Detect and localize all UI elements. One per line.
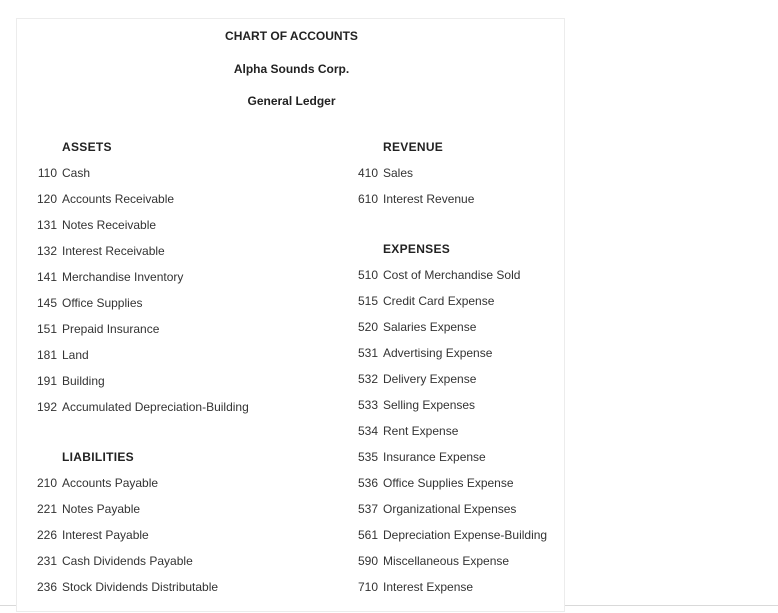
account-name: Prepaid Insurance	[62, 322, 160, 336]
account-number: 610	[357, 192, 378, 206]
account-name: Land	[62, 348, 89, 362]
account-number: 515	[357, 294, 378, 308]
account-name: Accounts Payable	[62, 476, 159, 490]
account-number: 210	[36, 476, 57, 490]
account-number: 231	[36, 554, 57, 568]
account-number: 537	[357, 502, 378, 516]
account-number: 520	[357, 320, 378, 334]
account-name: Office Supplies	[62, 296, 143, 310]
account-number: 221	[36, 502, 57, 516]
account-number: 181	[36, 348, 57, 362]
account-number: 510	[357, 268, 378, 282]
account-number: 236	[36, 580, 57, 594]
account-name: Delivery Expense	[383, 372, 477, 386]
account-name: Sales	[383, 166, 414, 180]
account-number: 531	[357, 346, 378, 360]
account-number: 561	[357, 528, 378, 542]
liabilities-heading: LIABILITIES	[62, 450, 134, 464]
assets-heading: ASSETS	[62, 140, 112, 154]
account-name: Cash	[62, 166, 91, 180]
account-name: Interest Receivable	[62, 244, 165, 258]
account-name: Notes Receivable	[62, 218, 157, 232]
account-number: 151	[36, 322, 57, 336]
account-name: Interest Payable	[62, 528, 149, 542]
account-name: Miscellaneous Expense	[383, 554, 510, 568]
account-number: 590	[357, 554, 378, 568]
account-number: 710	[357, 580, 378, 594]
account-number: 536	[357, 476, 378, 490]
account-name: Cash Dividends Payable	[62, 554, 193, 568]
revenue-heading: REVENUE	[383, 140, 444, 154]
chart-of-accounts-panel	[16, 18, 565, 612]
account-number: 131	[36, 218, 57, 232]
account-name: Accounts Receivable	[62, 192, 175, 206]
account-number: 132	[36, 244, 57, 258]
account-name: Stock Dividends Distributable	[62, 580, 219, 594]
expenses-heading: EXPENSES	[383, 242, 451, 256]
account-number: 410	[357, 166, 378, 180]
account-number: 110	[37, 166, 57, 180]
account-name: Interest Revenue	[383, 192, 475, 206]
account-number: 533	[357, 398, 378, 412]
account-name: Insurance Expense	[383, 450, 486, 464]
account-number: 226	[36, 528, 57, 542]
account-name: Office Supplies Expense	[383, 476, 514, 490]
company-name: Alpha Sounds Corp.	[233, 62, 350, 76]
page-title: CHART OF ACCOUNTS	[225, 29, 358, 43]
account-name: Credit Card Expense	[383, 294, 495, 308]
account-name: Interest Expense	[383, 580, 474, 594]
ledger-name: General Ledger	[247, 94, 336, 108]
account-number: 191	[36, 374, 57, 388]
account-name: Organizational Expenses	[383, 502, 517, 516]
account-number: 532	[357, 372, 378, 386]
account-number: 141	[36, 270, 57, 284]
account-name: Notes Payable	[62, 502, 141, 516]
account-name: Accumulated Depreciation-Building	[62, 400, 249, 414]
account-number: 535	[357, 450, 378, 464]
account-number: 534	[357, 424, 378, 438]
account-name: Building	[62, 374, 105, 388]
account-name: Advertising Expense	[383, 346, 493, 360]
account-name: Salaries Expense	[383, 320, 477, 334]
account-number: 145	[36, 296, 57, 310]
account-name: Selling Expenses	[383, 398, 476, 412]
account-name: Depreciation Expense-Building	[383, 528, 548, 542]
account-name: Rent Expense	[383, 424, 459, 438]
account-name: Cost of Merchandise Sold	[383, 268, 521, 282]
account-name: Merchandise Inventory	[62, 270, 184, 284]
account-number: 120	[36, 192, 57, 206]
account-number: 192	[36, 400, 57, 414]
